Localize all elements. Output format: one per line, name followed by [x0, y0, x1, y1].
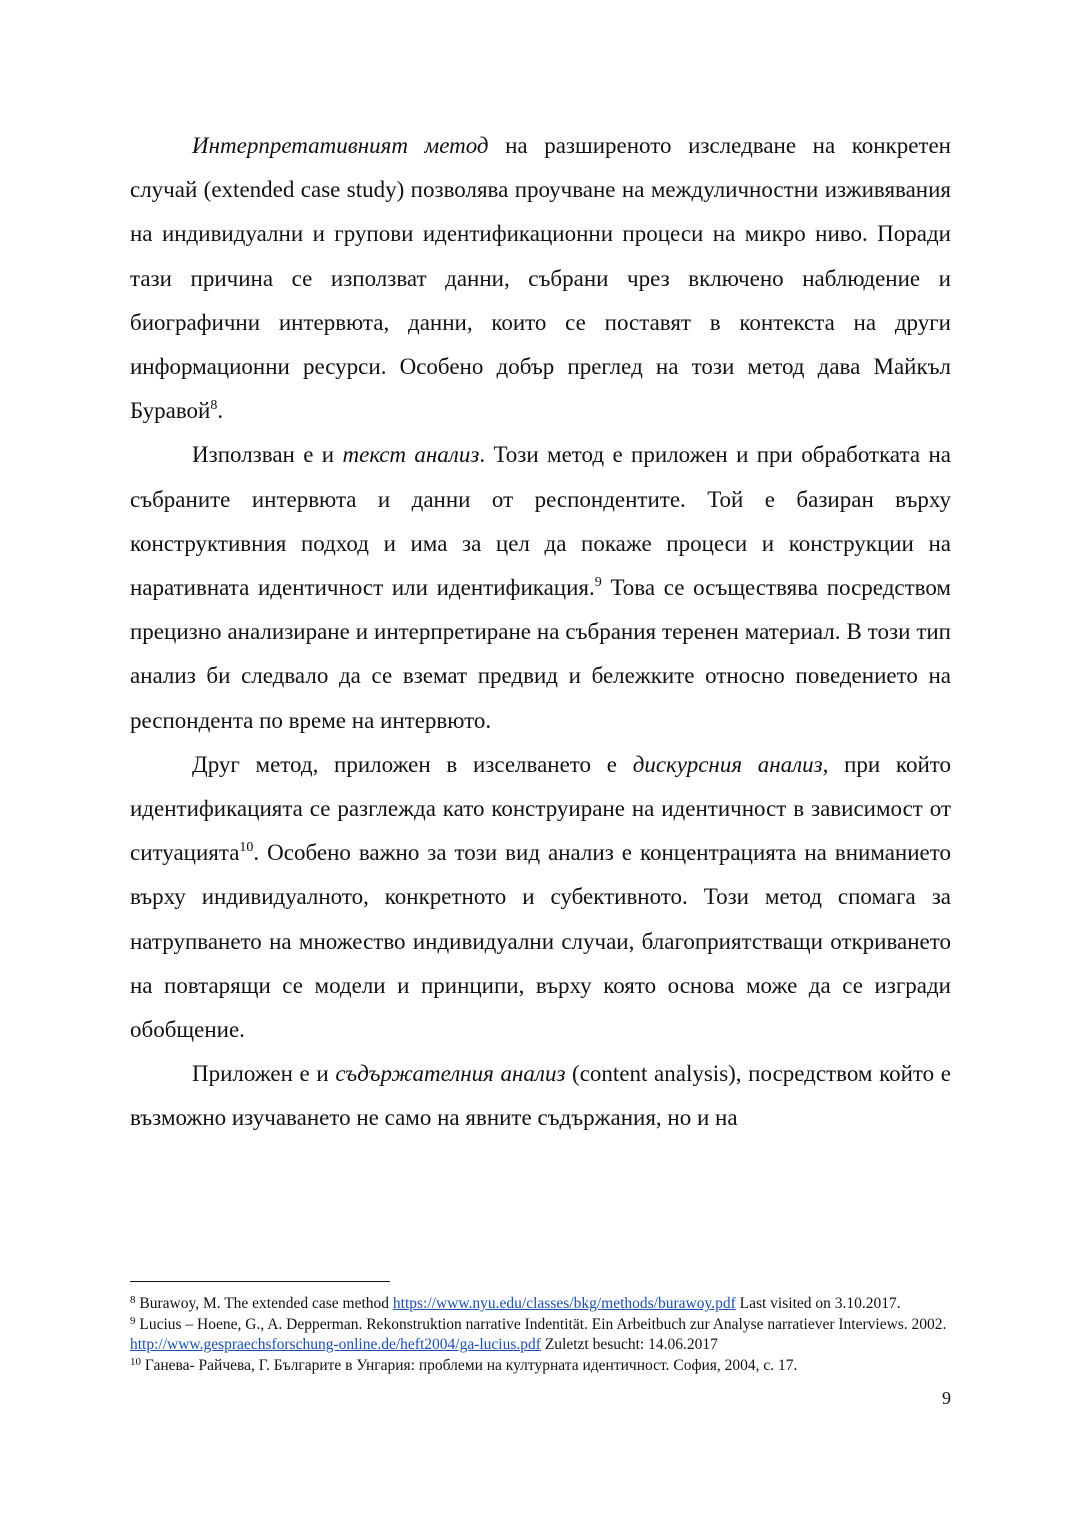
footnote-text: Ганева- Райчева, Г. Българите в Унгария: проблеми на културната идентичност. София, 2004, с. 17.: [141, 1356, 798, 1374]
emphasis-term: Интерпретативният метод: [192, 133, 489, 158]
page-number: 9: [942, 1388, 951, 1408]
emphasis-term: текст анализ: [342, 442, 480, 468]
paragraph-text: . Особено важно за този вид анализ е концентрацията на вниманието върху индивидуалното, конкретното и субективното. Този метод спомага за натрупването на множество индивидуални случаи, благоприятстващи откриването на повтарящи се модели и принципи, върху която основа може да се изгради обобщение.: [130, 840, 951, 1043]
paragraph-text: Друг метод, приложен в изселването е: [192, 751, 633, 777]
paragraph-text: Използван е и: [192, 442, 343, 468]
footnote-text: Last visited on 3.10.2017.: [735, 1295, 901, 1312]
footnote-number: 10: [130, 1355, 141, 1368]
footnote-link[interactable]: https://www.nyu.edu/classes/bkg/methods/burawoy.pdf: [392, 1295, 736, 1312]
paragraph-text: .: [217, 398, 224, 424]
footnote-reference: 9: [594, 575, 602, 591]
footnote-separator: [130, 1281, 390, 1282]
footnote-link[interactable]: http://www.gespraechsforschung-online.de/heft2004/ga-lucius.pdf: [130, 1336, 541, 1353]
footnote-text: Burawoy, M. The extended case method: [135, 1295, 393, 1312]
paragraph-2: [130, 433, 951, 742]
paragraph-4: [130, 1052, 951, 1140]
paragraph-text: Това се осъществява посредством прецизно анализиране и интерпретиране на събрания теренен материал. В този тип анализ би следвало да се вземат предвид и бележките относно поведението на респондента по време на интервюто.: [130, 575, 951, 733]
footnote-number: 9: [130, 1314, 136, 1327]
footnotes: [130, 1294, 951, 1376]
paragraph-text: на разширеното изследване на конкретен случай (extended case study) позволява проучване на междуличностни изживявания на индивидуални и групови идентификационни процеси на микро ниво. Поради тази причина се използват данни, събрани чрез включено наблюдение и биографични интервюта, данни, които се поставят в контекста на други информационни ресурси. Особено добър преглед на този метод дава Майкъл Буравой: [130, 133, 951, 424]
footnote-9: [130, 1315, 951, 1356]
footnote-text: Lucius – Hoene, G., A. Depperman. Rekonstruktion narrative Indentität. Ein Arbeitbuch zur Analyse narratiever Interviews. 2002.: [135, 1315, 947, 1333]
paragraph-1: [130, 124, 951, 433]
footnote-reference: 10: [239, 840, 254, 856]
footnote-10: [130, 1356, 951, 1377]
paragraph-3: [130, 743, 951, 1052]
paragraph-text: Приложен е и: [192, 1061, 336, 1087]
footnote-text: Zuletzt besucht: 14.06.2017: [540, 1336, 718, 1353]
footnote-8: [130, 1294, 951, 1315]
paragraph-text: (content analysis), посредством който е възможно изучаването не само на явните съдържания, но и на: [130, 1061, 952, 1131]
paragraph-text: , при който идентификацията се разглежда като конструиране на идентичност в зависимост от ситуацията: [130, 751, 951, 866]
emphasis-term: съдържателния анализ: [335, 1061, 566, 1087]
footnote-number: 8: [130, 1294, 136, 1306]
footnote-reference: 8: [210, 398, 218, 414]
main-text: [130, 124, 951, 1141]
emphasis-term: дискурсния анализ: [632, 751, 823, 777]
paragraph-text: . Този метод е приложен и при обработката на събраните интервюта и данни от респондентите. Той е базиран върху конструктивния подход и има за цел да покаже процеси и конструкции на наративната идентичност или идентификация.: [130, 442, 951, 601]
